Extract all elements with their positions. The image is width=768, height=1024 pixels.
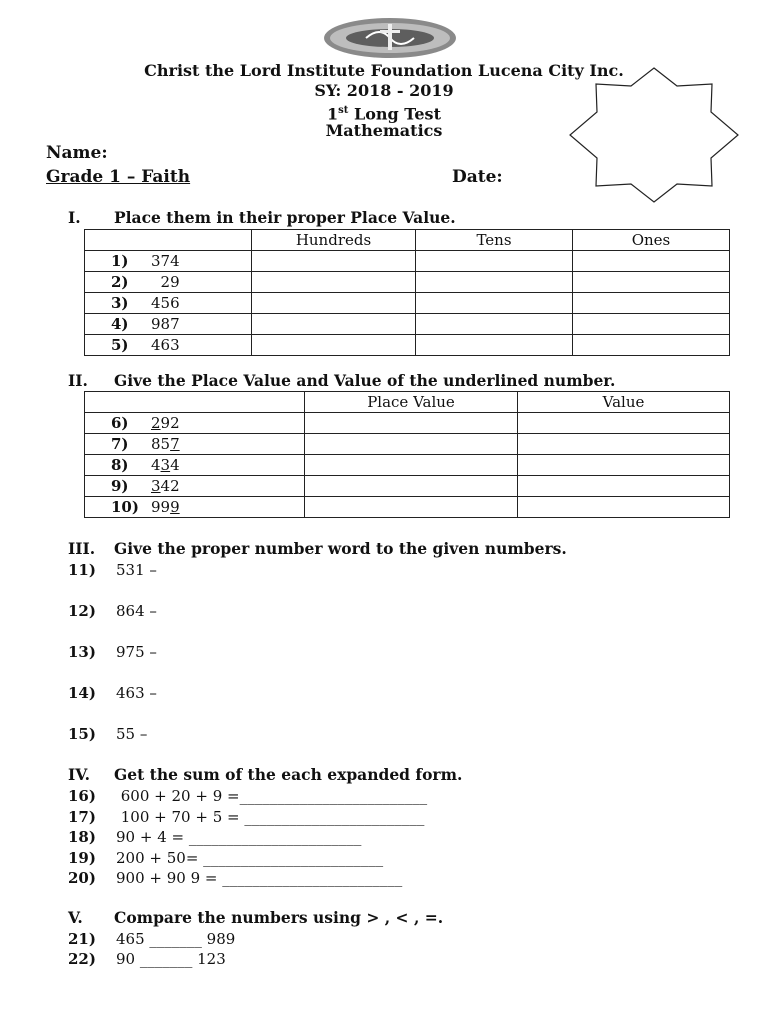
digits: 85 — [151, 435, 171, 453]
question-value: 456 — [151, 294, 180, 312]
question-item — [68, 930, 235, 948]
table-row — [85, 434, 730, 455]
question-text: 55 – — [116, 725, 148, 743]
question-number: 1) — [111, 252, 129, 270]
digits: 42 — [160, 477, 180, 495]
section-title: Give the Place Value and Value of the underlined number. — [114, 371, 616, 390]
section-title: Give the proper number word to the given numbers. — [114, 539, 567, 558]
question-item — [68, 787, 427, 805]
answer-cell[interactable] — [573, 251, 730, 272]
question-item — [68, 602, 157, 620]
answer-cell[interactable] — [252, 272, 416, 293]
answer-cell[interactable] — [252, 293, 416, 314]
question-number: 16) — [68, 787, 96, 805]
question-number: 14) — [68, 684, 96, 702]
section-number: IV. — [68, 765, 90, 784]
place-value-table — [84, 229, 730, 356]
question-text: 463 – — [116, 684, 157, 702]
question-text: 864 – — [116, 602, 157, 620]
answer-cell[interactable] — [573, 272, 730, 293]
question-text: 975 – — [116, 643, 157, 661]
section-v-heading — [68, 908, 748, 928]
question-number: 6) — [111, 414, 129, 432]
digits: 92 — [160, 414, 180, 432]
table-header: Place Value — [305, 392, 518, 413]
section-iv-heading — [68, 765, 748, 785]
question-text[interactable]: 90 + 4 = _______________________ — [116, 828, 362, 846]
question-number: 11) — [68, 561, 96, 579]
question-number: 17) — [68, 808, 96, 826]
question-number: 13) — [68, 643, 96, 661]
table-header-row — [85, 230, 730, 251]
answer-cell[interactable] — [305, 434, 518, 455]
answer-cell[interactable] — [416, 335, 573, 356]
table-row — [85, 272, 730, 293]
question-number: 21) — [68, 930, 96, 948]
school-year: SY: 2018 - 2019 — [314, 81, 454, 100]
name-label: Name: — [46, 143, 108, 163]
underlined-digit: 3 — [160, 456, 171, 474]
section-ii-heading — [68, 371, 748, 391]
table-row — [85, 413, 730, 434]
question-item — [68, 725, 147, 743]
table-row — [85, 314, 730, 335]
answer-cell[interactable] — [416, 272, 573, 293]
answer-cell[interactable] — [252, 314, 416, 335]
table-header: Hundreds — [252, 230, 416, 251]
question-item — [68, 950, 226, 968]
question-value: 987 — [151, 315, 180, 333]
score-star-box — [566, 64, 742, 206]
question-text: 531 – — [116, 561, 157, 579]
question-text[interactable]: 200 + 50= ________________________ — [116, 849, 384, 867]
question-number: 2) — [111, 273, 129, 291]
section-number: II. — [68, 371, 88, 390]
underlined-digit: 3 — [151, 477, 161, 495]
underlined-digit: 9 — [170, 498, 180, 516]
answer-cell[interactable] — [305, 476, 518, 497]
section-number: III. — [68, 539, 96, 558]
question-number: 22) — [68, 950, 96, 968]
table-row — [85, 251, 730, 272]
digits: 4 — [170, 456, 180, 474]
answer-cell[interactable] — [416, 293, 573, 314]
table-header: Value — [518, 392, 730, 413]
subject-title: Mathematics — [325, 121, 443, 140]
underlined-digit: 2 — [151, 414, 161, 432]
answer-cell[interactable] — [305, 497, 518, 518]
question-number: 4) — [111, 315, 129, 333]
question-item — [68, 561, 157, 579]
section-i-heading — [68, 208, 748, 228]
answer-cell[interactable] — [518, 434, 730, 455]
school-name: Christ the Lord Institute Foundation Lucena City Inc. — [144, 61, 624, 80]
question-number: 19) — [68, 849, 96, 867]
question-number: 8) — [111, 456, 129, 474]
section-iii-heading — [68, 539, 748, 559]
answer-cell[interactable] — [573, 314, 730, 335]
question-number: 18) — [68, 828, 96, 846]
question-number: 15) — [68, 725, 96, 743]
question-number: 9) — [111, 477, 129, 495]
table-header — [85, 392, 305, 413]
table-header-row — [85, 392, 730, 413]
section-title: Compare the numbers using > , < , =. — [114, 908, 444, 927]
answer-cell[interactable] — [518, 497, 730, 518]
answer-cell[interactable] — [573, 293, 730, 314]
table-row — [85, 455, 730, 476]
table-header: Tens — [416, 230, 573, 251]
answer-cell[interactable] — [573, 335, 730, 356]
table-header — [85, 230, 252, 251]
answer-cell[interactable] — [305, 455, 518, 476]
question-text[interactable]: 465 _______ 989 — [116, 930, 236, 948]
question-number: 7) — [111, 435, 129, 453]
question-text[interactable]: 900 + 90 9 = ________________________ — [116, 869, 403, 887]
answer-cell[interactable] — [518, 455, 730, 476]
table-row — [85, 293, 730, 314]
table-row — [85, 497, 730, 518]
question-item — [68, 684, 157, 702]
table-row — [85, 335, 730, 356]
table-row — [85, 476, 730, 497]
grade-label: Grade 1 – Faith — [46, 167, 191, 187]
question-value: 463 — [151, 336, 180, 354]
underlined-digit: 7 — [170, 435, 180, 453]
answer-cell[interactable] — [252, 335, 416, 356]
section-title: Place them in their proper Place Value. — [114, 208, 456, 227]
question-number: 12) — [68, 602, 96, 620]
section-title: Get the sum of the each expanded form. — [114, 765, 463, 784]
question-number: 20) — [68, 869, 96, 887]
answer-cell[interactable] — [416, 251, 573, 272]
question-number: 10) — [111, 498, 139, 516]
table-header: Ones — [573, 230, 730, 251]
answer-cell[interactable] — [416, 314, 573, 335]
section-number: I. — [68, 208, 81, 227]
section-number: V. — [68, 908, 83, 927]
answer-cell[interactable] — [252, 251, 416, 272]
answer-cell[interactable] — [518, 476, 730, 497]
question-value: 374 — [151, 252, 180, 270]
date-label: Date: — [452, 167, 503, 187]
question-item — [68, 828, 361, 846]
underlined-value-table — [84, 391, 730, 518]
question-item — [68, 849, 383, 867]
question-value: 29 — [151, 273, 180, 291]
digits: 4 — [151, 456, 161, 474]
question-text[interactable]: 90 _______ 123 — [116, 950, 226, 968]
question-text[interactable]: 100 + 70 + 5 = ________________________ — [116, 808, 425, 826]
answer-cell[interactable] — [518, 413, 730, 434]
answer-cell[interactable] — [305, 413, 518, 434]
question-text[interactable]: 600 + 20 + 9 =_________________________ — [116, 787, 428, 805]
question-number: 3) — [111, 294, 129, 312]
question-item — [68, 869, 402, 887]
school-logo — [322, 16, 458, 60]
question-item — [68, 643, 157, 661]
question-item — [68, 808, 424, 826]
test-title: 1st Long Test — [327, 104, 441, 124]
question-number: 5) — [111, 336, 129, 354]
digits: 99 — [151, 498, 171, 516]
